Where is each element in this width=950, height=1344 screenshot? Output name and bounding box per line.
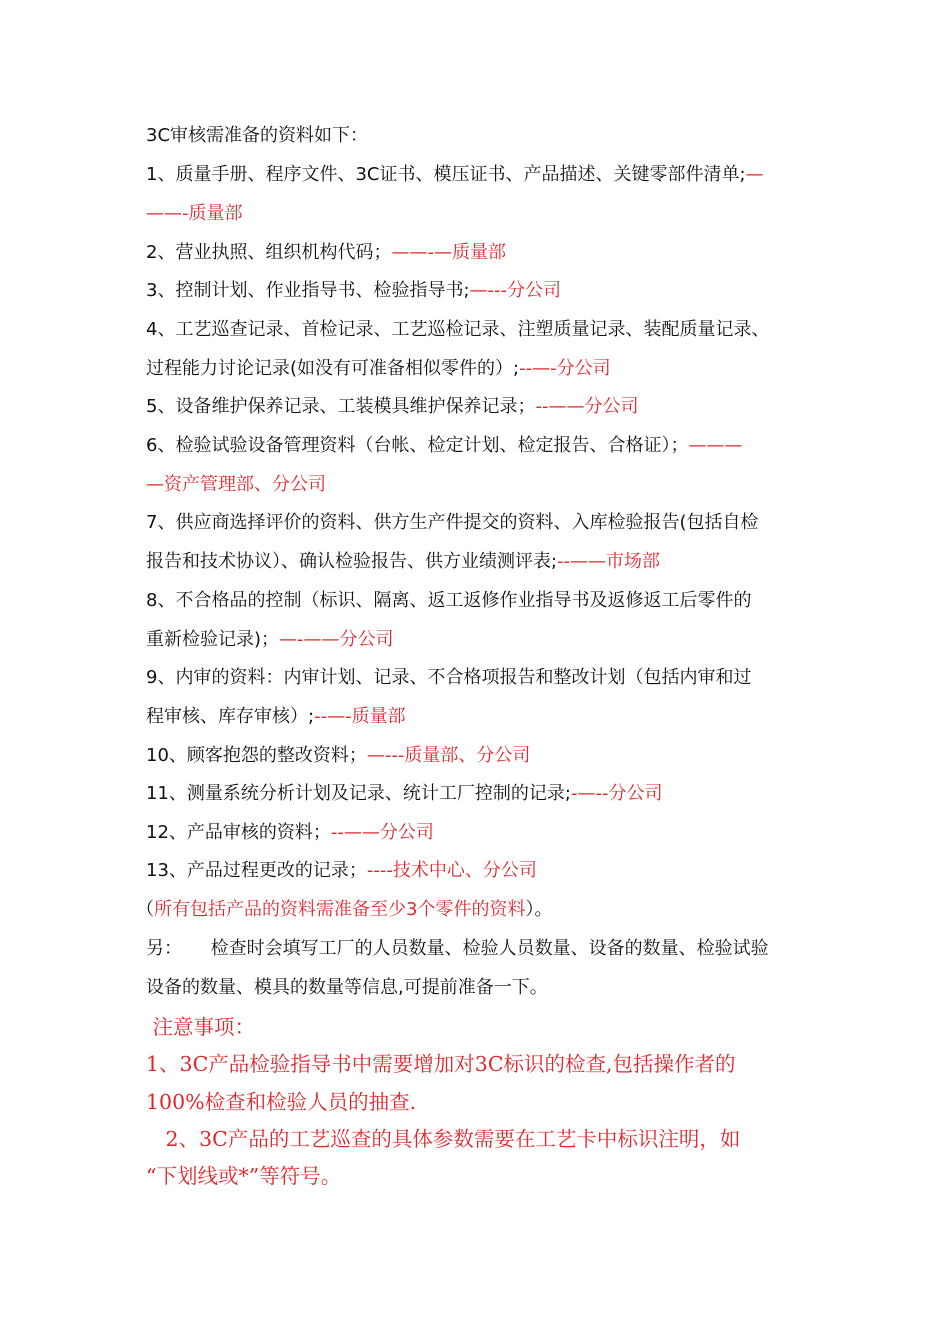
note-close: ）。 <box>525 899 553 920</box>
item-department: ----技术中心、分公司 <box>366 860 537 881</box>
item-department: —-——分公司 <box>279 629 394 650</box>
list-item <box>146 357 611 381</box>
note-body: 所有包括产品的资料需准备至少3个零件的资料 <box>154 899 526 920</box>
item-text: 1、质量手册、程序文件、3C证书、模压证书、产品描述、关键零部件清单; <box>146 164 746 185</box>
list-item <box>146 473 326 497</box>
item-department: --—-质量部 <box>314 706 406 727</box>
list-item <box>146 202 243 226</box>
list-item <box>146 511 758 535</box>
item-department: ——— <box>688 435 743 456</box>
item-text: 12、产品审核的资料； <box>146 822 331 843</box>
list-item <box>146 666 751 690</box>
list-item <box>146 782 662 806</box>
attention-line: “下划线或*”等符号。 <box>146 1164 342 1188</box>
item-department: --—-分公司 <box>519 358 611 379</box>
item-text: 8、不合格品的控制（标识、隔离、返工返修作业指导书及返修返工后零件的 <box>146 590 752 611</box>
list-item <box>146 705 406 729</box>
item-department: ——-—质量部 <box>391 242 506 263</box>
item-department: —---分公司 <box>469 280 562 301</box>
list-item <box>146 318 769 342</box>
item-department: -—--分公司 <box>570 783 663 804</box>
document-heading: 3C审核需准备的资料如下： <box>146 125 369 146</box>
item-department: --——分公司 <box>330 822 434 843</box>
attention-title: 注意事项： <box>146 1015 256 1039</box>
item-department: — <box>745 164 764 185</box>
list-item <box>146 628 394 652</box>
item-department: ——-质量部 <box>146 203 243 224</box>
item-text: 6、检验试验设备管理资料（台帐、检定计划、检定报告、合格证）； <box>146 435 689 456</box>
extra-note-line-2: 设备的数量、模具的数量等信息,可提前准备一下。 <box>146 977 548 998</box>
item-text: 5、设备维护保养记录、工装模具维护保养记录； <box>146 396 536 417</box>
item-text: 4、工艺巡查记录、首检记录、工艺巡检记录、注塑质量记录、装配质量记录、 <box>146 319 770 340</box>
item-text: 3、控制计划、作业指导书、检验指导书; <box>146 280 470 301</box>
note-open: （ <box>136 899 154 920</box>
list-item <box>146 821 434 845</box>
attention-line: 1、3C产品检验指导书中需要增加对3C标识的检查,包括操作者的 <box>146 1052 736 1076</box>
attention-line: 2、3C产品的工艺巡查的具体参数需要在工艺卡中标识注明，如 <box>146 1127 741 1151</box>
item-text: 2、营业执照、组织机构代码； <box>146 242 392 263</box>
list-item <box>146 589 751 613</box>
list-item <box>146 744 530 768</box>
item-text: 重新检验记录)； <box>146 629 280 650</box>
list-item <box>146 859 537 883</box>
item-department: --——分公司 <box>535 396 639 417</box>
list-item <box>146 279 561 303</box>
item-text: 10、顾客抱怨的整改资料； <box>146 745 367 766</box>
item-text: 7、供应商选择评价的资料、供方生产件提交的资料、入库检验报告(包括自检 <box>146 512 759 533</box>
item-department: --——市场部 <box>557 551 661 572</box>
list-item <box>146 550 660 574</box>
list-item <box>146 395 638 419</box>
attention-line: 100%检查和检验人员的抽查. <box>146 1090 417 1114</box>
list-item <box>146 163 764 187</box>
list-item <box>146 241 506 265</box>
extra-note-line-1: 另： 检查时会填写工厂的人员数量、检验人员数量、设备的数量、检验试验 <box>146 938 769 959</box>
item-text: 报告和技术协议）、确认检验报告、供方业绩测评表; <box>146 551 558 572</box>
item-text: 过程能力讨论记录(如没有可准备相似零件的）; <box>146 358 520 379</box>
item-text: 13、产品过程更改的记录； <box>146 860 367 881</box>
item-department: —资产管理部、分公司 <box>146 474 326 495</box>
note-line <box>136 898 552 922</box>
list-item <box>146 434 742 458</box>
item-text: 11、测量系统分析计划及记录、统计工厂控制的记录; <box>146 783 571 804</box>
item-department: —---质量部、分公司 <box>366 745 531 766</box>
item-text: 9、内审的资料：内审计划、记录、不合格项报告和整改计划（包括内审和过 <box>146 667 752 688</box>
item-text: 程审核、库存审核）; <box>146 706 315 727</box>
